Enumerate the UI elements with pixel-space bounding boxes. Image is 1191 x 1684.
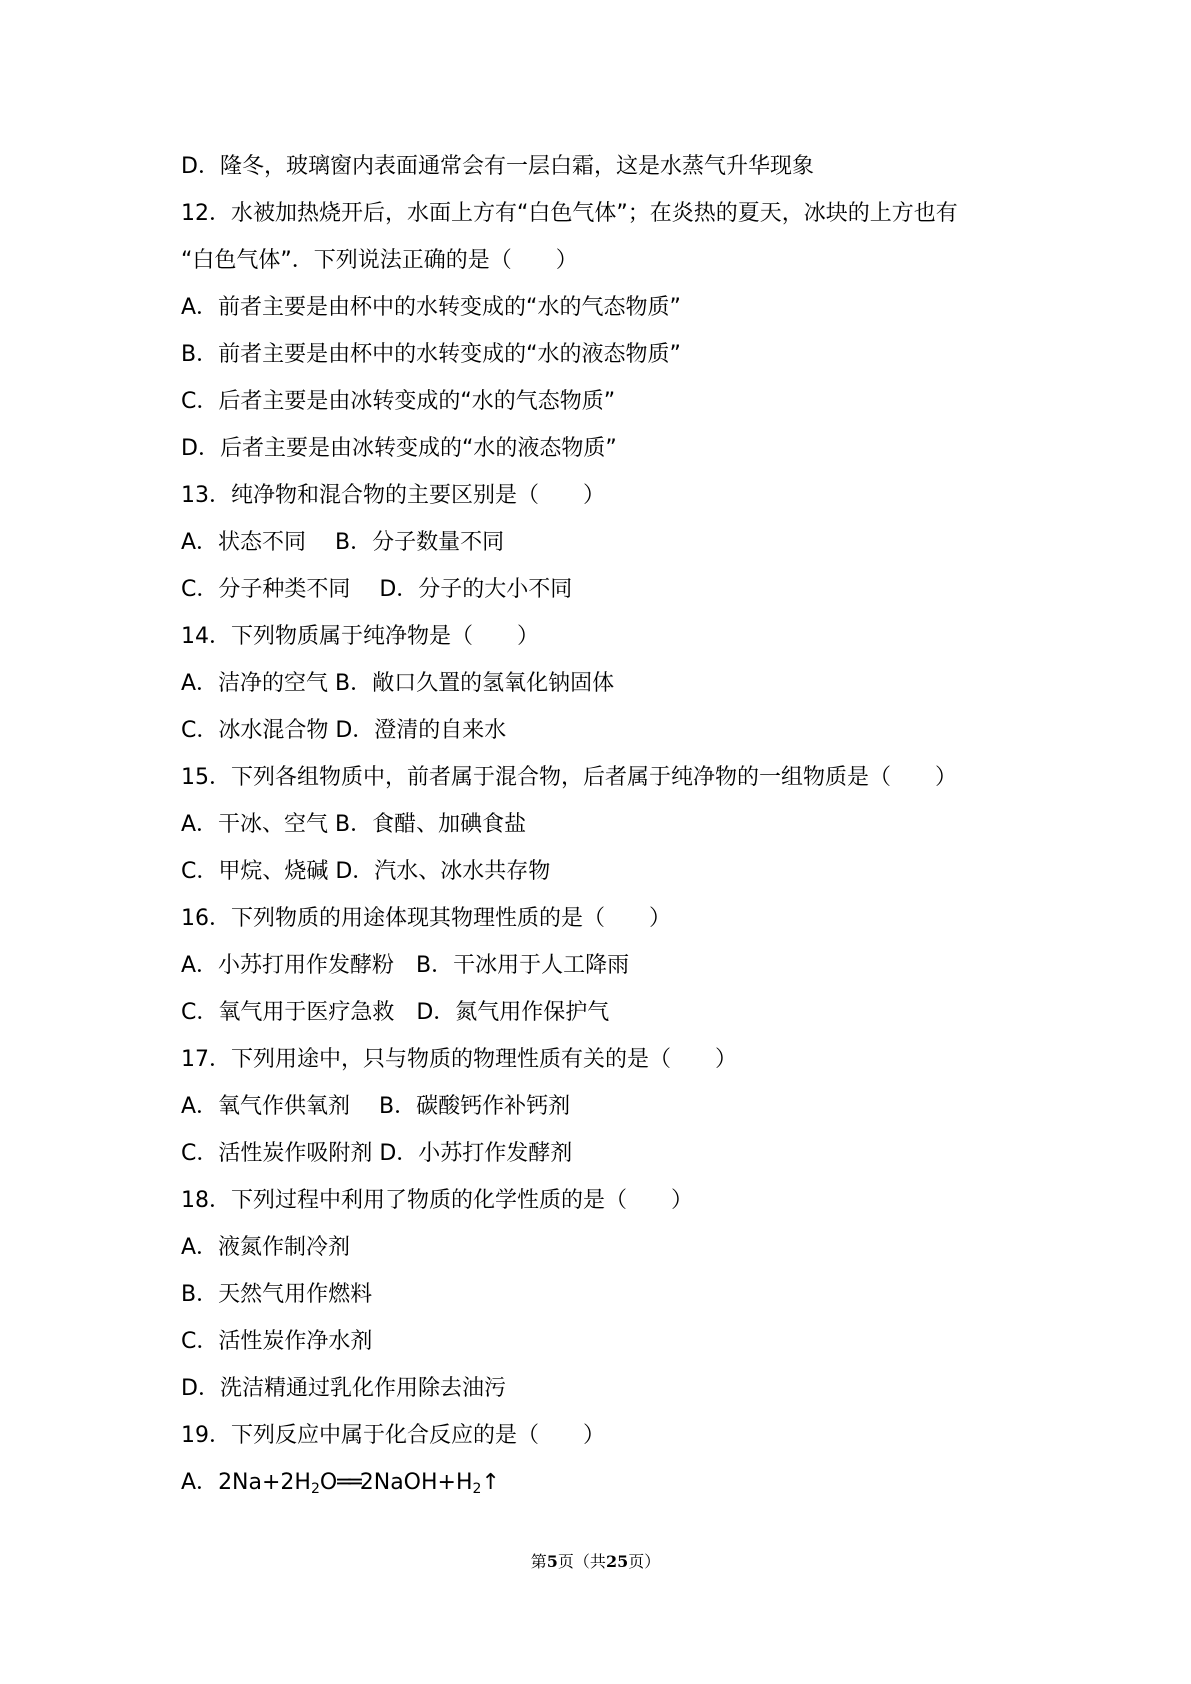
equation-part: 2Na+2H xyxy=(218,1470,311,1495)
question-13: 13．纯净物和混合物的主要区别是（ ） xyxy=(181,483,605,508)
option-line: C．甲烷、烧碱 D．汽水、冰水共存物 xyxy=(181,859,551,884)
option-line: D．洗洁精通过乳化作用除去油污 xyxy=(181,1376,506,1401)
equation-prefix: A． xyxy=(181,1470,219,1495)
option-line: A．液氮作制冷剂 xyxy=(181,1235,351,1260)
equation-option-a xyxy=(181,1468,500,1504)
option-line: A．小苏打用作发酵粉 B．干冰用于人工降雨 xyxy=(181,953,630,978)
page-number: 5 xyxy=(546,1552,558,1571)
option-line: C．氧气用于医疗急救 D．氮气用作保护气 xyxy=(181,1000,610,1025)
question-16: 16．下列物质的用途体现其物理性质的是（ ） xyxy=(181,906,671,931)
question-18: 18．下列过程中利用了物质的化学性质的是（ ） xyxy=(181,1188,693,1213)
equation-part: 2NaOH+H xyxy=(359,1470,473,1495)
footer-text: 页） xyxy=(628,1552,661,1571)
question-12: 12．水被加热烧开后，水面上方有“白色气体”；在炎热的夏天，冰块的上方也有 xyxy=(181,201,958,226)
option-line: A．氧气作供氧剂 B．碳酸钙作补钙剂 xyxy=(181,1094,571,1119)
equation-part: O xyxy=(319,1470,338,1495)
question-17: 17．下列用途中，只与物质的物理性质有关的是（ ） xyxy=(181,1047,737,1072)
option-line: C．活性炭作吸附剂 D．小苏打作发酵剂 xyxy=(181,1141,573,1166)
question-14: 14．下列物质属于纯净物是（ ） xyxy=(181,624,539,649)
equation-subscript: 2 xyxy=(472,1481,482,1497)
question-19: 19．下列反应中属于化合反应的是（ ） xyxy=(181,1423,605,1448)
option-line: C．活性炭作净水剂 xyxy=(181,1329,373,1354)
option-line: B．天然气用作燃料 xyxy=(181,1282,373,1307)
equals-sign: ══ xyxy=(337,1470,360,1495)
option-line: A．干冰、空气 B．食醋、加碘食盐 xyxy=(181,812,527,837)
option-line: C．冰水混合物 D．澄清的自来水 xyxy=(181,718,507,743)
option-line: B．前者主要是由杯中的水转变成的“水的液态物质” xyxy=(181,342,681,367)
option-line: D．后者主要是由冰转变成的“水的液态物质” xyxy=(181,436,617,461)
total-pages: 25 xyxy=(605,1552,629,1571)
footer-text: 第 xyxy=(530,1552,547,1571)
option-line: A．状态不同 B．分子数量不同 xyxy=(181,530,505,555)
option-line: C．分子种类不同 D．分子的大小不同 xyxy=(181,577,573,602)
page-footer xyxy=(0,1551,1191,1573)
equation-subscript: 2 xyxy=(310,1481,320,1497)
question-15: 15．下列各组物质中，前者属于混合物，后者属于纯净物的一组物质是（ ） xyxy=(181,765,957,790)
footer-text: 页（共 xyxy=(557,1552,606,1571)
option-line: C．后者主要是由冰转变成的“水的气态物质” xyxy=(181,389,616,414)
question-12-continued: “白色气体”．下列说法正确的是（ ） xyxy=(181,248,578,273)
gas-arrow-icon: ↑ xyxy=(481,1470,500,1495)
option-line: A．洁净的空气 B．敞口久置的氢氧化钠固体 xyxy=(181,671,615,696)
option-line: D．隆冬，玻璃窗内表面通常会有一层白霜，这是水蒸气升华现象 xyxy=(181,154,814,179)
option-line: A．前者主要是由杯中的水转变成的“水的气态物质” xyxy=(181,295,681,320)
